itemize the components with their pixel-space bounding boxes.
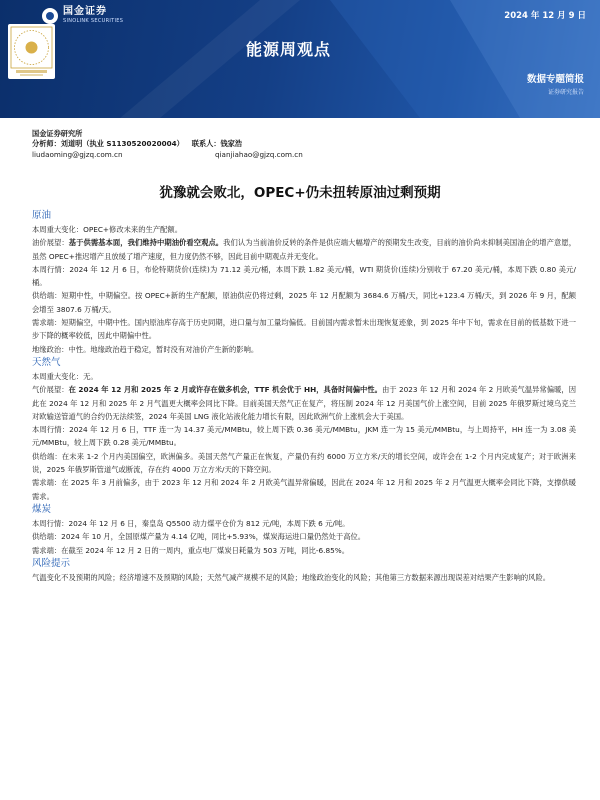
section-paragraph: 本周重大变化：无。 bbox=[32, 371, 98, 381]
section-paragraph: 需求端：在截至 2024 年 12 月 2 日的一周内，重点电厂煤炭日耗量为 503 万吨，同比-6.85%。 bbox=[32, 545, 349, 555]
logo-mark-icon bbox=[42, 8, 58, 24]
section-paragraph bbox=[32, 236, 576, 263]
section-paragraph: 本周行情：2024 年 12 月 6 日，秦皇岛 Q5500 动力煤平仓价为 812 元/吨，本周下跌 6 元/吨。 bbox=[32, 518, 350, 528]
section-heading: 煤炭 bbox=[32, 503, 52, 515]
contact-email[interactable]: qianjiahao@gjzq.com.cn bbox=[215, 150, 303, 159]
banner-title: 能源周观点 bbox=[246, 40, 332, 59]
section-paragraph: 地缘政治：中性。地缘政治趋于稳定，暂时没有对油价产生新的影响。 bbox=[32, 344, 259, 354]
company-logo bbox=[42, 7, 123, 24]
section-paragraph: 本周重大变化：OPEC+修改未来的生产配额。 bbox=[32, 225, 183, 234]
qr-code-icon bbox=[8, 24, 55, 79]
paragraph-emphasis: 在 2024 年 12 月和 2025 年 2 月或许存在做多机会，TTF 机会优于 HH，具备时间偏中性。 bbox=[68, 385, 382, 395]
report-body bbox=[32, 209, 576, 584]
section-paragraph: 供给端：在未来 1-2 个月内美国偏空，欧洲偏多。美国天然气产量正在恢复，产量仍有约 6000 万立方米/天的增长空间，或许会在 1-2 个月内完成复产；对于欧洲来说，2025 年俄罗斯管道气或断流，存在约 4000 万立方米/天的下降空间。 bbox=[32, 451, 576, 475]
section-heading: 天然气 bbox=[32, 356, 61, 368]
section-paragraph bbox=[32, 383, 576, 423]
paragraph-lead: 气价展望： bbox=[32, 385, 69, 395]
section-paragraph: 供给端：2024 年 10 月，全国原煤产量为 4.14 亿吨，同比+5.93%，煤炭海运进口量仍然处于高位。 bbox=[32, 532, 366, 542]
section-paragraph: 本周行情：2024 年 12 月 6 日，TTF 连一为 14.37 美元/MMBtu，较上周下跌 0.36 美元/MMBtu，JKM 连一为 15 美元/MMBtu，与上周持平，HH 连一为 3.08 美元/MMBtu，较上周下跌 0.28 美元/MMBtu。 bbox=[32, 425, 576, 448]
header-banner bbox=[0, 0, 600, 118]
author-info bbox=[32, 129, 303, 160]
report-date: 2024 年 12 月 9 日 bbox=[504, 11, 586, 21]
analyst-email[interactable]: liudaoming@gjzq.com.cn bbox=[32, 150, 123, 159]
contact-label: 联系人：钱家浩 bbox=[191, 139, 243, 148]
paragraph-body: 我们认为当前油价反转的条件是供应端大幅增产的预期发生改变，目前的油价尚未抑制美国油企的增产意愿，虽然 OPEC+推迟增产且放缓了增产速度，但力度仍然不够，因此目前中期观点并无变化。 bbox=[32, 238, 577, 261]
report-subtype: 证券研究报告 bbox=[547, 89, 584, 96]
section-paragraph: 气温变化不及预期的风险；经济增速不及预期的风险；天然气减产规模不足的风险；地缘政治变化的风险；其他第三方数据来源出现误差对结果产生影响的风险。 bbox=[32, 572, 551, 582]
paragraph-body: 由于 2023 年 12 月和 2024 年 2 月欧美气温异常偏暖，因此在 2024 年 12 月和 2025 年 2 月气温更大概率会同比下降。目前美国天然气正在复产，将压制 2024 年 12 月美国气价上涨空间，目前 2025 年俄罗斯过境乌克兰对欧输送管道气的合约仍无法续签，2024 年美国 LNG 液化站液化能力增长有限，因此欧洲气价上涨机会大于美国。 bbox=[32, 385, 577, 421]
analyst-label: 分析师：刘道明（执业 S1130520020004） bbox=[32, 139, 184, 148]
report-type: 数据专题简报 bbox=[526, 74, 584, 85]
institute-name: 国金证券研究所 bbox=[32, 129, 83, 138]
logo-name-en: SINOLINK SECURITIES bbox=[63, 18, 124, 24]
section-paragraph: 本周行情：2024 年 12 月 6 日，布伦特期货价(连续)为 71.12 美元/桶，本周下跌 1.82 美元/桶，WTI 期货价(连续)分别收于 67.20 美元/桶，本周下跌 0.80 美元/桶。 bbox=[32, 264, 576, 288]
section-paragraph: 需求端：短期偏空，中期中性。国内原油库存高于历史同期，进口量与加工量均偏低。目前国内需求暂未出现恢复迹象，到 2025 年中下旬，需求在目前的低基数下进一步下降的概率较低，因此中期偏中性。 bbox=[32, 318, 576, 341]
paragraph-emphasis: 基于供需基本面，我们维持中期油价看空观点。 bbox=[68, 238, 224, 248]
section-paragraph: 需求端：在 2025 年 3 月前偏多，由于 2023 年 12 月和 2024 年 2 月欧美气温异常偏暖，因此在 2024 年 12 月和 2025 年 2 月气温更大概率会同比下降，支撑供暖需求。 bbox=[32, 478, 576, 501]
section-paragraph: 供给端：短期中性，中期偏空。按 OPEC+新的生产配额，原油供应仍将过剩，2025 年 12 月配额为 3684.6 万桶/天，同比+123.4 万桶/天，到 2026 年 9 月，配额会增至 3807.6 万桶/天。 bbox=[32, 291, 576, 314]
paragraph-lead: 油价展望： bbox=[32, 238, 69, 248]
section-heading: 风险提示 bbox=[32, 557, 71, 569]
section-heading: 原油 bbox=[32, 210, 52, 221]
logo-name-cn: 国金证券 bbox=[63, 6, 107, 17]
report-title: 犹豫就会败北，OPEC+仍未扭转原油过剩预期 bbox=[159, 185, 441, 201]
